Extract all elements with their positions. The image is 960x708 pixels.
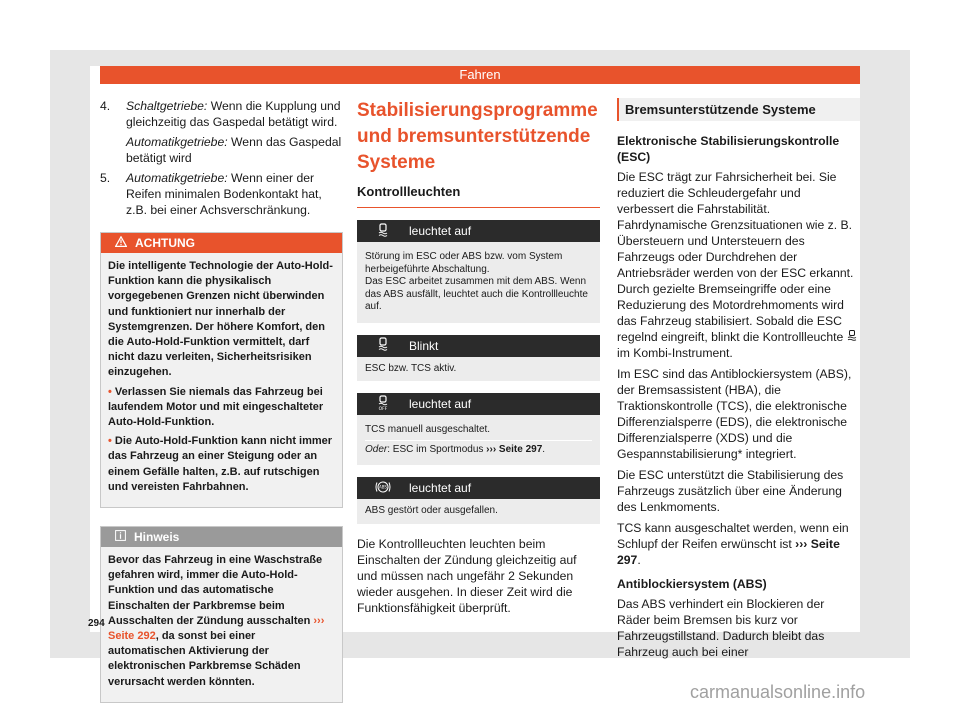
- bullet-icon: •: [108, 385, 115, 398]
- body-paragraph: Die ESC unterstützt die Stabilisierung des Fahrzeugs zusätzlich über eine Änderung des Lenkmoments.: [617, 468, 844, 514]
- svg-text:ABS: ABS: [379, 484, 387, 490]
- body-paragraph: TCS kann ausgeschaltet werden, wenn ein Schlupf der Reifen erwünscht ist ››› Seite 297.: [617, 521, 849, 567]
- lamp-header: leuchtet auf: [357, 220, 600, 242]
- hint-box: [100, 526, 343, 703]
- page-reference-link[interactable]: ››› Seite 297: [617, 537, 840, 567]
- esc-lamp-icon: [847, 330, 857, 344]
- info-icon: [115, 527, 126, 547]
- watermark: carmanualsonline.info: [690, 682, 866, 702]
- esc-heading: Elektronische Stabilisierungskontrolle (ESC): [617, 134, 840, 164]
- abs-heading: Antiblockiersystem (ABS): [617, 577, 767, 591]
- warning-body: Die intelligente Technologie der Auto-Hold-Funktion kann die physikalisch vorgegebenen Grenzen nicht überwinden und funktioniert nur innerhalb der Systemgrenzen. Der höhere Komfort, den die Auto-Hold-Funktion vermittelt, darf nicht dazu verleiten, Sicherheitsrisiken einzugehen. • Verlassen Sie niemals das Fahrzeug bei laufendem Motor und mit eingeschalteter Auto-Hold-Funktion. • Die Auto-Hold-Funktion kann nicht immer das Fahrzeug an einer Steigung oder an einem Gefälle halten, z.B. auf rutschigen und vereisten Fahrbahnen.: [101, 253, 342, 507]
- warning-header: ACHTUNG: [101, 233, 342, 253]
- lamp-description: TCS manuell ausgeschaltet. Oder: ESC im Sportmodus ››› Seite 297.: [357, 415, 600, 465]
- page-reference-link[interactable]: ››› Seite 292: [108, 614, 325, 643]
- svg-text:OFF: OFF: [378, 406, 388, 411]
- abs-lamp-icon: [357, 480, 409, 497]
- list-item: 4. Schaltgetriebe: Wenn die Kupplung und gleichzeitig das Gaspedal betätigt wird.: [100, 99, 341, 129]
- page-reference-link[interactable]: ››› Seite 297: [486, 443, 543, 455]
- lamp-header: Blinkt: [357, 335, 600, 357]
- bullet-icon: •: [108, 435, 115, 448]
- list-item: 5. Automatikgetriebe: Wenn einer der Reifen minimalen Bodenkontakt hat, z.B. bei einer Achsverschränkung.: [100, 171, 322, 217]
- column-left: [100, 98, 343, 703]
- warning-box: [100, 232, 343, 508]
- section-title: Bremsunterstützende Systeme: [617, 98, 860, 121]
- lamp-description: Störung im ESC oder ABS bzw. vom System herbeigeführte Abschaltung. Das ESC arbeitet zusammen mit dem ABS. Wenn das ABS ausfällt, leuchtet auch die Kontrollleuchte auf.: [357, 242, 600, 323]
- lamp-header: OFF leuchtet auf: [357, 393, 600, 415]
- body-paragraph: Im ESC sind das Antiblockiersystem (ABS), der Bremsassistent (HBA), die Traktionskontrolle (TCS), die elektronische Differenzialsperre (EDS), die elektronische Differenzialsperre (XDS) und die Gespannstabilisierung* integriert.: [617, 367, 852, 461]
- esc-warning-lamp-icon: [357, 337, 409, 354]
- page-number: 294: [88, 618, 105, 629]
- subsection-title: Kontrollleuchten: [357, 184, 600, 208]
- column-middle: [357, 98, 600, 616]
- column-right: [617, 98, 860, 665]
- body-paragraph: Das ABS verhindert ein Blockieren der Räder beim Bremsen bis kurz vor Fahrzeugstillstand. Dadurch bleibt das Fahrzeug auch bei einer: [617, 597, 825, 659]
- hint-header: Hinweis: [101, 527, 342, 547]
- section-title: Stabilisierungsprogramme und bremsunterstützende Systeme: [357, 100, 598, 173]
- lamp-description: ABS gestört oder ausgefallen.: [357, 499, 600, 524]
- list-subitem: Automatikgetriebe: Wenn das Gaspedal betätigt wird: [126, 135, 342, 165]
- esc-off-lamp-icon: [357, 395, 409, 414]
- body-paragraph: Die ESC trägt zur Fahrsicherheit bei. Sie reduziert die Schleudergefahr und verbessert die Fahrstabilität. Fahrdynamische Grenzsituationen wie z. B. Übersteuern und Untersteuern des Fahrzeugs oder Durchdrehen der Antriebsräder werden von der ESC erkannt. Durch gezielte Bremseingriffe oder eine Reduzierung des Motordrehmoments wird das Fahrzeug stabilisiert. Sobald die ESC regelnd eingreift, blinkt die Kontrollleuchte im Kombi-Instrument.: [617, 169, 860, 361]
- body-paragraph: Die Kontrollleuchten leuchten beim Einschalten der Zündung gleichzeitig auf und müssen nach ungefähr 2 Sekunden wieder ausgehen. In dieser Zeit wird die Funktionsfähigkeit überprüft.: [357, 536, 577, 615]
- esc-warning-lamp-icon: [357, 223, 409, 240]
- lamp-description: ESC bzw. TCS aktiv.: [357, 357, 600, 382]
- hint-body: Bevor das Fahrzeug in eine Waschstraße gefahren wird, immer die Auto-Hold-Funktion und das automatische Einschalten der Parkbremse beim Ausschalten der Zündung ausschalten ››› Seite 292, da sonst bei einer automatischen Aktivierung der elektronischen Parkbremse Schäden verursacht werden könnten.: [101, 547, 342, 702]
- lamp-header: ABS leuchtet auf: [357, 477, 600, 499]
- section-header: Fahren: [100, 66, 860, 84]
- warning-icon: [115, 233, 127, 253]
